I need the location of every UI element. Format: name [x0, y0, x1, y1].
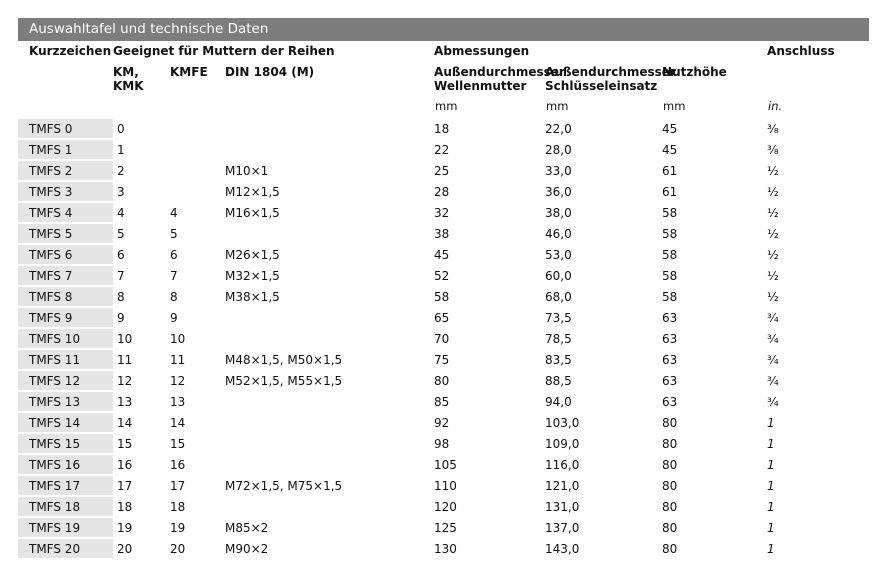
cell-nutzhoehe: 61: [662, 160, 767, 181]
header-kmfe: KMFE: [170, 65, 208, 79]
table-row: [18, 370, 869, 391]
cell-km: 10: [113, 328, 170, 349]
cell-anschluss: ³⁄₄: [767, 349, 869, 370]
cell-anschluss: 1: [767, 412, 869, 433]
cell-anschluss: ¹⁄₂: [767, 286, 869, 307]
table-row: [18, 433, 869, 454]
cell-kmfe: 12: [170, 370, 225, 391]
cell-din: [225, 139, 434, 160]
cell-aussen-welle: 85: [434, 391, 545, 412]
cell-anschluss: 1: [767, 433, 869, 454]
header-din: DIN 1804 (M): [225, 65, 315, 79]
cell-kmfe: 11: [170, 349, 225, 370]
cell-aussen-welle: 110: [434, 475, 545, 496]
cell-km: 16: [113, 454, 170, 475]
cell-km: 6: [113, 244, 170, 265]
cell-kurzzeichen: TMFS 4: [18, 202, 113, 223]
cell-nutzhoehe: 61: [662, 181, 767, 202]
cell-aussen-schluessel: 131,0: [545, 496, 662, 517]
cell-km: 1: [113, 139, 170, 160]
cell-nutzhoehe: 45: [662, 118, 767, 139]
cell-km: 8: [113, 286, 170, 307]
cell-km: 7: [113, 265, 170, 286]
cell-kmfe: 20: [170, 538, 225, 558]
table-row: [18, 496, 869, 517]
cell-din: [225, 328, 434, 349]
table-row: [18, 118, 869, 139]
cell-nutzhoehe: 58: [662, 286, 767, 307]
cell-nutzhoehe: 63: [662, 391, 767, 412]
header-geeignet: Geeignet für Muttern der Reihen: [113, 44, 335, 58]
cell-nutzhoehe: 63: [662, 328, 767, 349]
cell-kmfe: 8: [170, 286, 225, 307]
cell-kurzzeichen: TMFS 15: [18, 433, 113, 454]
cell-aussen-welle: 125: [434, 517, 545, 538]
cell-aussen-welle: 18: [434, 118, 545, 139]
unit-nutz: mm: [663, 99, 686, 113]
cell-nutzhoehe: 58: [662, 202, 767, 223]
cell-din: M16×1,5: [225, 202, 434, 223]
cell-din: [225, 454, 434, 475]
cell-aussen-schluessel: 38,0: [545, 202, 662, 223]
cell-kmfe: 10: [170, 328, 225, 349]
table-row: [18, 412, 869, 433]
table-row: [18, 454, 869, 475]
cell-aussen-welle: 32: [434, 202, 545, 223]
table-row: [18, 391, 869, 412]
cell-km: 19: [113, 517, 170, 538]
cell-din: M90×2: [225, 538, 434, 558]
cell-anschluss: ¹⁄₂: [767, 202, 869, 223]
cell-anschluss: ¹⁄₂: [767, 160, 869, 181]
cell-aussen-schluessel: 22,0: [545, 118, 662, 139]
cell-aussen-schluessel: 46,0: [545, 223, 662, 244]
cell-din: M48×1,5, M50×1,5: [225, 349, 434, 370]
cell-kurzzeichen: TMFS 3: [18, 181, 113, 202]
table-row: [18, 328, 869, 349]
cell-nutzhoehe: 80: [662, 538, 767, 558]
cell-kurzzeichen: TMFS 0: [18, 118, 113, 139]
table-row: [18, 307, 869, 328]
cell-aussen-schluessel: 33,0: [545, 160, 662, 181]
cell-din: [225, 118, 434, 139]
cell-nutzhoehe: 63: [662, 349, 767, 370]
cell-kurzzeichen: TMFS 13: [18, 391, 113, 412]
cell-aussen-welle: 98: [434, 433, 545, 454]
cell-aussen-welle: 38: [434, 223, 545, 244]
cell-km: 20: [113, 538, 170, 558]
cell-din: M52×1,5, M55×1,5: [225, 370, 434, 391]
selection-table-panel: [18, 18, 869, 558]
cell-aussen-welle: 22: [434, 139, 545, 160]
cell-kurzzeichen: TMFS 8: [18, 286, 113, 307]
cell-kurzzeichen: TMFS 18: [18, 496, 113, 517]
cell-din: M26×1,5: [225, 244, 434, 265]
header-aussen-welle: Außendurchmesser Wellenmutter: [434, 65, 565, 93]
cell-anschluss: 1: [767, 538, 869, 558]
cell-aussen-schluessel: 73,5: [545, 307, 662, 328]
cell-kmfe: 17: [170, 475, 225, 496]
cell-kurzzeichen: TMFS 17: [18, 475, 113, 496]
cell-kmfe: 5: [170, 223, 225, 244]
cell-km: 2: [113, 160, 170, 181]
cell-kmfe: 15: [170, 433, 225, 454]
cell-anschluss: ³⁄₄: [767, 370, 869, 391]
cell-nutzhoehe: 80: [662, 454, 767, 475]
table-title: Auswahltafel und technische Daten: [18, 18, 869, 41]
cell-kmfe: 19: [170, 517, 225, 538]
table-row: [18, 349, 869, 370]
cell-anschluss: 1: [767, 496, 869, 517]
cell-aussen-schluessel: 88,5: [545, 370, 662, 391]
cell-aussen-welle: 65: [434, 307, 545, 328]
cell-kurzzeichen: TMFS 12: [18, 370, 113, 391]
cell-nutzhoehe: 58: [662, 223, 767, 244]
cell-aussen-schluessel: 68,0: [545, 286, 662, 307]
cell-aussen-schluessel: 109,0: [545, 433, 662, 454]
cell-aussen-welle: 120: [434, 496, 545, 517]
cell-kmfe: [170, 139, 225, 160]
cell-anschluss: ³⁄₈: [767, 139, 869, 160]
cell-kurzzeichen: TMFS 11: [18, 349, 113, 370]
cell-aussen-schluessel: 28,0: [545, 139, 662, 160]
cell-kurzzeichen: TMFS 10: [18, 328, 113, 349]
cell-kmfe: [170, 118, 225, 139]
header-aussen-schluessel: Außendurchmesser Schlüsseleinsatz: [545, 65, 676, 93]
cell-aussen-welle: 92: [434, 412, 545, 433]
cell-nutzhoehe: 80: [662, 517, 767, 538]
cell-anschluss: ¹⁄₂: [767, 244, 869, 265]
cell-din: [225, 412, 434, 433]
table-row: [18, 181, 869, 202]
cell-kurzzeichen: TMFS 2: [18, 160, 113, 181]
cell-aussen-welle: 130: [434, 538, 545, 558]
cell-kurzzeichen: TMFS 20: [18, 538, 113, 558]
header-kurzzeichen: Kurzzeichen: [29, 44, 112, 58]
cell-kmfe: 9: [170, 307, 225, 328]
cell-din: M32×1,5: [225, 265, 434, 286]
cell-aussen-schluessel: 94,0: [545, 391, 662, 412]
cell-din: [225, 307, 434, 328]
cell-aussen-welle: 45: [434, 244, 545, 265]
cell-anschluss: ¹⁄₂: [767, 181, 869, 202]
table-row: [18, 538, 869, 558]
cell-aussen-schluessel: 78,5: [545, 328, 662, 349]
cell-km: 9: [113, 307, 170, 328]
cell-kmfe: 7: [170, 265, 225, 286]
cell-km: 0: [113, 118, 170, 139]
cell-anschluss: ¹⁄₂: [767, 223, 869, 244]
cell-aussen-welle: 75: [434, 349, 545, 370]
cell-anschluss: ³⁄₄: [767, 391, 869, 412]
cell-din: [225, 223, 434, 244]
cell-km: 14: [113, 412, 170, 433]
cell-nutzhoehe: 58: [662, 265, 767, 286]
unit-welle: mm: [435, 99, 458, 113]
table-row: [18, 265, 869, 286]
cell-aussen-welle: 52: [434, 265, 545, 286]
cell-anschluss: 1: [767, 517, 869, 538]
cell-aussen-schluessel: 83,5: [545, 349, 662, 370]
cell-anschluss: ¹⁄₂: [767, 265, 869, 286]
cell-din: M72×1,5, M75×1,5: [225, 475, 434, 496]
table-row: [18, 160, 869, 181]
cell-kmfe: 6: [170, 244, 225, 265]
header-nutzhoehe: Nutzhöhe: [662, 65, 727, 79]
cell-anschluss: ³⁄₈: [767, 118, 869, 139]
cell-aussen-schluessel: 60,0: [545, 265, 662, 286]
cell-din: M38×1,5: [225, 286, 434, 307]
cell-din: [225, 433, 434, 454]
cell-kurzzeichen: TMFS 6: [18, 244, 113, 265]
table-row: [18, 202, 869, 223]
data-table: [18, 41, 869, 558]
cell-km: 4: [113, 202, 170, 223]
cell-kurzzeichen: TMFS 7: [18, 265, 113, 286]
cell-kmfe: 16: [170, 454, 225, 475]
cell-aussen-welle: 105: [434, 454, 545, 475]
cell-aussen-schluessel: 137,0: [545, 517, 662, 538]
cell-din: M12×1,5: [225, 181, 434, 202]
cell-aussen-schluessel: 116,0: [545, 454, 662, 475]
cell-kmfe: [170, 160, 225, 181]
table-row: [18, 244, 869, 265]
cell-kmfe: 13: [170, 391, 225, 412]
cell-km: 15: [113, 433, 170, 454]
cell-nutzhoehe: 58: [662, 244, 767, 265]
table-row: [18, 223, 869, 244]
cell-nutzhoehe: 80: [662, 496, 767, 517]
cell-km: 17: [113, 475, 170, 496]
cell-anschluss: 1: [767, 454, 869, 475]
cell-nutzhoehe: 45: [662, 139, 767, 160]
cell-aussen-schluessel: 121,0: [545, 475, 662, 496]
cell-kurzzeichen: TMFS 14: [18, 412, 113, 433]
cell-aussen-schluessel: 103,0: [545, 412, 662, 433]
cell-kmfe: [170, 181, 225, 202]
cell-aussen-welle: 28: [434, 181, 545, 202]
unit-anschluss: in.: [768, 99, 783, 113]
cell-kmfe: 18: [170, 496, 225, 517]
cell-aussen-welle: 80: [434, 370, 545, 391]
header-anschluss: Anschluss: [767, 44, 835, 58]
cell-kurzzeichen: TMFS 16: [18, 454, 113, 475]
cell-km: 12: [113, 370, 170, 391]
cell-nutzhoehe: 80: [662, 433, 767, 454]
cell-aussen-schluessel: 36,0: [545, 181, 662, 202]
cell-anschluss: 1: [767, 475, 869, 496]
cell-km: 13: [113, 391, 170, 412]
cell-aussen-schluessel: 53,0: [545, 244, 662, 265]
cell-din: [225, 391, 434, 412]
table-row: [18, 139, 869, 160]
cell-aussen-welle: 70: [434, 328, 545, 349]
unit-schluessel: mm: [546, 99, 569, 113]
cell-km: 3: [113, 181, 170, 202]
cell-aussen-schluessel: 143,0: [545, 538, 662, 558]
cell-anschluss: ³⁄₄: [767, 328, 869, 349]
table-row: [18, 286, 869, 307]
cell-kurzzeichen: TMFS 1: [18, 139, 113, 160]
cell-kurzzeichen: TMFS 5: [18, 223, 113, 244]
cell-din: [225, 496, 434, 517]
table-row: [18, 475, 869, 496]
header-abmessungen: Abmessungen: [434, 44, 530, 58]
cell-kmfe: 14: [170, 412, 225, 433]
cell-km: 5: [113, 223, 170, 244]
cell-kurzzeichen: TMFS 19: [18, 517, 113, 538]
cell-din: M10×1: [225, 160, 434, 181]
header-km: KM, KMK: [113, 65, 144, 93]
cell-din: M85×2: [225, 517, 434, 538]
table-body: [18, 118, 869, 558]
cell-km: 11: [113, 349, 170, 370]
cell-nutzhoehe: 80: [662, 475, 767, 496]
cell-aussen-welle: 58: [434, 286, 545, 307]
cell-km: 18: [113, 496, 170, 517]
cell-nutzhoehe: 63: [662, 370, 767, 391]
cell-aussen-welle: 25: [434, 160, 545, 181]
cell-kmfe: 4: [170, 202, 225, 223]
cell-anschluss: ³⁄₄: [767, 307, 869, 328]
cell-kurzzeichen: TMFS 9: [18, 307, 113, 328]
table-row: [18, 517, 869, 538]
cell-nutzhoehe: 80: [662, 412, 767, 433]
cell-nutzhoehe: 63: [662, 307, 767, 328]
